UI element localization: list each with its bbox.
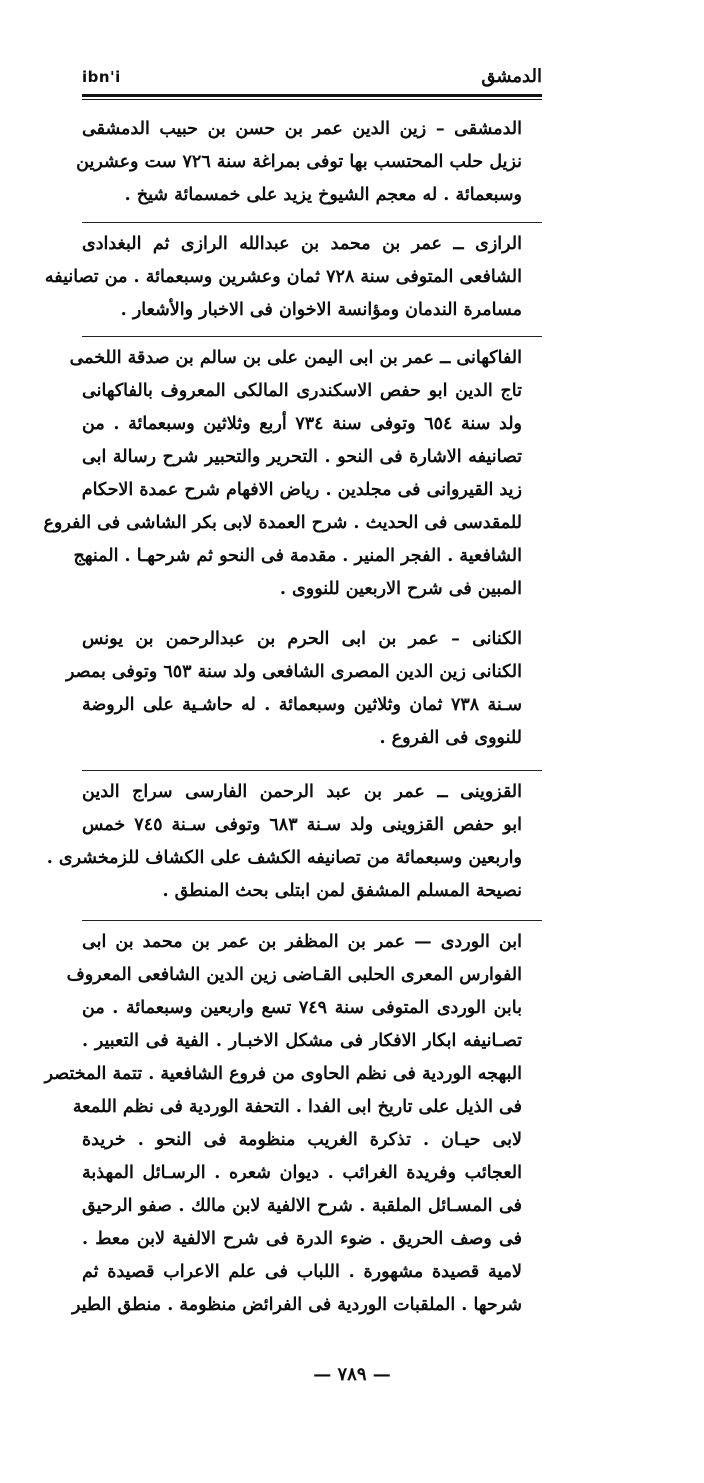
entry-line: فى وصف الحريق . ضوء الدرة فى شرح الالفية لابن معط .: [82, 1229, 522, 1249]
entry-line: تصانيفه الاشارة فى النحو . التحرير والتحبير شرح رسالة ابى: [82, 447, 522, 467]
entry-line: ابو حفص القزوينى ولد سـنة ٦٨٣ وتوفى سـنة ٧٤٥ خمس: [82, 815, 522, 835]
entry-line: الشافعى المتوفى سنة ٧٢٨ ثمان وعشرين وسبعمائة . من تصانيفه: [44, 267, 522, 287]
entry-line: تصـانيفه ابكار الافكار فى مشكل الاخبـار . الفية فى التعبير .: [82, 1031, 522, 1051]
entry-line: بابن الوردى المتوفى سنة ٧٤٩ تسع واربعين وسبعمائة . من: [82, 998, 523, 1018]
entry-separator: [82, 222, 542, 223]
entry-line: زيد القيروانى فى مجلدين . رياض الافهام شرح عمدة الاحكام: [81, 480, 522, 500]
entry-line: واربعين وسبعمائة من تصانيفه الكشف على الكشاف للزمخشرى .: [46, 848, 522, 868]
entry-line: للمقدسى فى الحديث . شرح العمدة لابى بكر الشاشى فى الفروع: [43, 513, 522, 533]
running-header: [82, 66, 542, 92]
header-rule-thick: [82, 94, 542, 97]
entry-line: الفوارس المعرى الحلبى القـاضى زين الدين الشافعى المعروف: [66, 965, 522, 985]
entry-line: وسبعمائة . له معجم الشيوخ يزيد على خمسمائة شيخ .: [124, 185, 522, 205]
entry-line: نصيحة المسلم المشفق لمن ابتلى بحث المنطق .: [162, 881, 522, 901]
header-rule-thin: [82, 99, 542, 100]
entry-line: الفاكهانى ــ عمر بن ابى اليمن على بن سالم بن صدقة اللخمى: [69, 348, 522, 368]
entry-line: سـنة ٧٣٨ ثمان وثلاثين وسبعمائة . له حاشـية على الروضة: [82, 695, 522, 715]
biography-entry-fakihani: [43, 342, 523, 606]
entry-line: شرحها . الملقبات الوردية فى الفرائض منظومة . منطق الطير: [71, 1295, 522, 1315]
biography-entry-kinani: [66, 623, 522, 755]
entry-line: البهجه الوردية فى نظم الحاوى من فروع الشافعية . تتمة المختصر: [44, 1064, 522, 1084]
entry-line: مسامرة الندمان ومؤانسة الاخوان فى الاخبار والأشعار .: [120, 300, 522, 320]
entry-line: ابن الوردى — عمر بن المظفر بن عمر بن محمد بن ابى: [82, 932, 522, 952]
biography-entry-dimashqi: [76, 113, 522, 212]
header-left-text: ibn'i: [82, 68, 121, 86]
biography-entry-ibn-al-wardi: [44, 926, 523, 1322]
entry-line: الشافعية . الفجر المنير . مقدمة فى النحو ثم شرحهـا . المنهج: [73, 546, 522, 566]
entry-line: لابى حيـان . تذكرة الغريب منظومة فى النحو . خريدة: [82, 1130, 522, 1150]
entry-line: ولد سنة ٦٥٤ وتوفى سنة ٧٣٤ أربع وثلاثين وسبعمائة . من: [82, 414, 523, 434]
header-running-title: الدمشق: [481, 66, 542, 87]
entry-separator: [82, 920, 542, 921]
page-number: — ٧٨٩ —: [313, 1364, 391, 1385]
biography-entry-razi: [44, 228, 522, 327]
entry-line: الدمشقى – زين الدين عمر بن حسن بن حبيب الدمشقى: [82, 119, 522, 139]
entry-line: فى الذيل على تاريخ ابى الفدا . التحفة الوردية فى نظم اللمعة: [72, 1097, 522, 1117]
entry-line: المبين فى شرح الاربعين للنووى .: [279, 579, 522, 599]
entry-line: للنووى فى الفروع .: [379, 728, 522, 748]
entry-separator: [82, 770, 542, 771]
entry-line: لامية قصيدة مشهورة . اللباب فى علم الاعراب قصيدة ثم: [82, 1262, 522, 1282]
entry-line: الكنانى – عمر بن ابى الحرم بن عبدالرحمن بن يونس: [82, 629, 522, 649]
entry-line: الكنانى زين الدين المصرى الشافعى ولد سنة ٦٥٣ وتوفى بمصر: [66, 662, 522, 682]
entry-line: نزيل حلب المحتسب بها توفى بمراغة سنة ٧٢٦ ست وعشرين: [76, 152, 522, 172]
biography-entry-qazwini: [46, 776, 522, 908]
entry-line: العجائب وفريدة الغرائب . ديوان شعره . الرسـائل المهذبة: [82, 1163, 522, 1183]
entry-line: الرازى ــ عمر بن محمد بن عبدالله الرازى ثم البغدادى: [82, 234, 522, 254]
entry-line: تاج الدين ابو حفص الاسكندرى المالكى المعروف بالفاكهانى: [82, 381, 522, 401]
entry-line: فى المسـائل الملقبة . شرح الالفية لابن مالك . صفو الرحيق: [82, 1196, 522, 1216]
entry-separator: [82, 336, 542, 337]
entry-line: القزوينى ــ عمر بن عبد الرحمن الفارسى سراج الدين: [82, 782, 522, 802]
